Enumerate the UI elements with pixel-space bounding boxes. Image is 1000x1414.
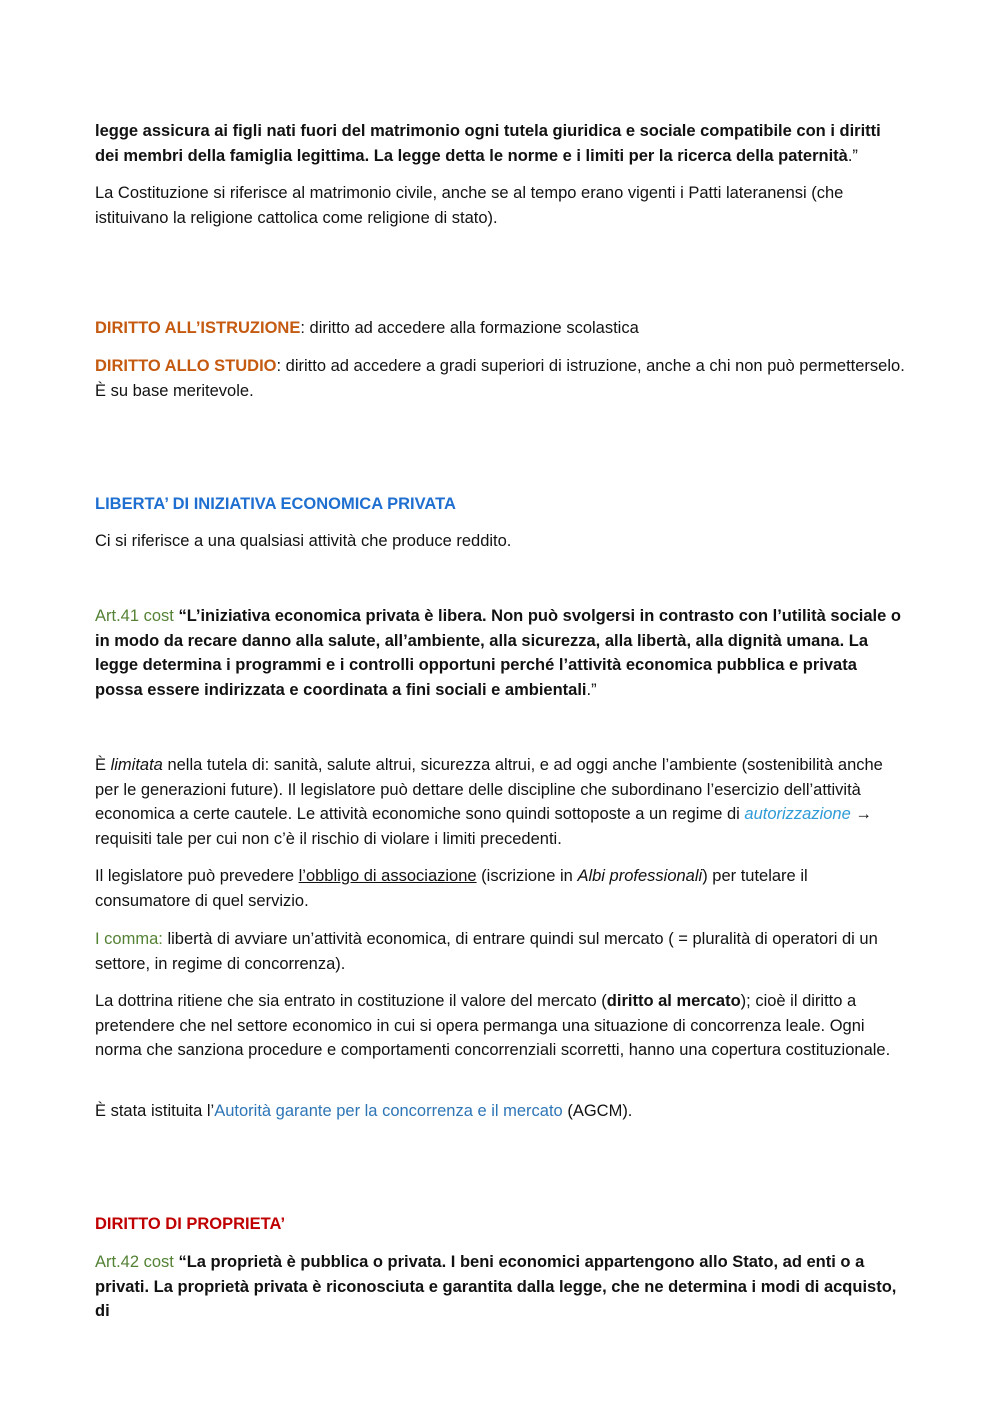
quote-open: “ xyxy=(173,607,187,625)
underline-obbligo: l’obbligo di associazione xyxy=(298,867,477,885)
text-segment: La dottrina ritiene che sia entrato in costituzione il valore del mercato ( xyxy=(95,992,607,1010)
quote-end: .” xyxy=(847,146,858,165)
text-segment: requisiti tale per cui non c’è il rischio di violare i limiti precedenti. xyxy=(95,829,562,848)
text-segment: nella tutela di: sanità, salute altrui, sicurezza altrui, e ad oggi anche l’ambiente (sostenibilità anche per le generazioni future). Il legislatore può dettare delle discipline che subordinano l’esercizio dell’attività economica a certe cautele. Le attività economiche sono quindi sottoposte a un regime di xyxy=(95,756,883,823)
text-segment: ); cioè il diritto a pretendere che nel settore economico in cui si opera permanga una situazione di concorrenza leale. Ogni norma che sanziona procedure e comportamenti concorrenziali scorretti, hanno una copertura costituzionale. xyxy=(95,992,891,1059)
quote-end: .” xyxy=(586,680,597,699)
filiazione-quote: legge assicura ai figli nati fuori del matrimonio ogni tutela giuridica e sociale compatibile con i diritti dei membri della famiglia legittima. La legge detta le norme e i limiti per la ricerca della paternità xyxy=(95,122,881,165)
text-segment: (AGCM). xyxy=(562,1102,633,1120)
definition-studio xyxy=(95,354,907,403)
text-segment: È stata istituita l’ xyxy=(95,1102,215,1120)
definition-istruzione xyxy=(95,316,907,341)
text-segment: (iscrizione in xyxy=(476,867,578,885)
definition-studio-text: : diritto ad accedere a gradi superiori di istruzione, anche a chi non può permetterselo. È su base meritevole. xyxy=(95,357,905,400)
comma-label: I comma: xyxy=(95,930,163,948)
art42-quote: La proprietà è pubblica o privata. I beni economici appartengono allo Stato, ad enti o a privati. La proprietà privata è riconosciuta e garantita dalla legge, che ne determina i modi di acquisto, di xyxy=(95,1253,897,1320)
text-segment: ) per tutelare il consumatore di quel servizio. xyxy=(95,867,808,910)
paragraph-obbligo xyxy=(95,864,907,913)
emphasis-autorizzazione: autorizzazione xyxy=(744,805,851,823)
definition-istruzione-text: : diritto ad accedere alla formazione scolastica xyxy=(300,319,639,337)
emphasis-limitata: limitata xyxy=(110,756,163,774)
paragraph-filiazione xyxy=(95,119,907,168)
text-segment: Il legislatore può prevedere xyxy=(95,867,299,885)
quote-open: “ xyxy=(173,1253,187,1271)
article-label-41: Art.41 cost xyxy=(95,607,174,625)
art41-quote: L’iniziativa economica privata è libera. Non può svolgersi in contrasto con l’utilità sociale o in modo da recare danno alla salute, all’ambiente, alla sicurezza, alla libertà, alla dignità umana. La legge determina i programmi e i controlli opportuni perché l’attività economica pubblica e privata possa essere indirizzata e coordinata a fini sociali e ambientali xyxy=(95,607,901,699)
heading-diritto-proprieta: DIRITTO DI PROPRIETA’ xyxy=(95,1215,286,1233)
term-istruzione: DIRITTO ALL’ISTRUZIONE xyxy=(95,319,301,337)
text-segment: È xyxy=(95,756,111,774)
paragraph-limitata xyxy=(95,753,907,851)
paragraph-agcm xyxy=(95,1099,907,1124)
emphasis-diritto-mercato: diritto al mercato xyxy=(606,992,741,1010)
paragraph-art41 xyxy=(95,604,907,702)
paragraph-comma xyxy=(95,927,907,976)
paragraph-dottrina xyxy=(95,989,907,1063)
paragraph-costituzione: La Costituzione si riferisce al matrimonio civile, anche se al tempo erano vigenti i Patti lateranensi (che istituivano la religione cattolica come religione di stato). xyxy=(95,184,844,227)
agcm-link[interactable]: Autorità garante per la concorrenza e il mercato xyxy=(214,1102,563,1120)
arrow-icon: → xyxy=(850,805,872,823)
article-label-42: Art.42 cost xyxy=(95,1253,174,1271)
term-studio: DIRITTO ALLO STUDIO xyxy=(95,357,277,375)
paragraph-liberta-intro: Ci si riferisce a una qualsiasi attività che produce reddito. xyxy=(95,532,512,550)
heading-liberta-iniziativa: LIBERTA’ DI INIZIATIVA ECONOMICA PRIVATA xyxy=(95,495,456,513)
text-segment: libertà di avviare un’attività economica, di entrare quindi sul mercato ( = pluralità di operatori di un settore, in regime di concorrenza). xyxy=(95,930,878,973)
emphasis-albi: Albi professionali xyxy=(577,867,703,885)
paragraph-art42 xyxy=(95,1250,907,1324)
